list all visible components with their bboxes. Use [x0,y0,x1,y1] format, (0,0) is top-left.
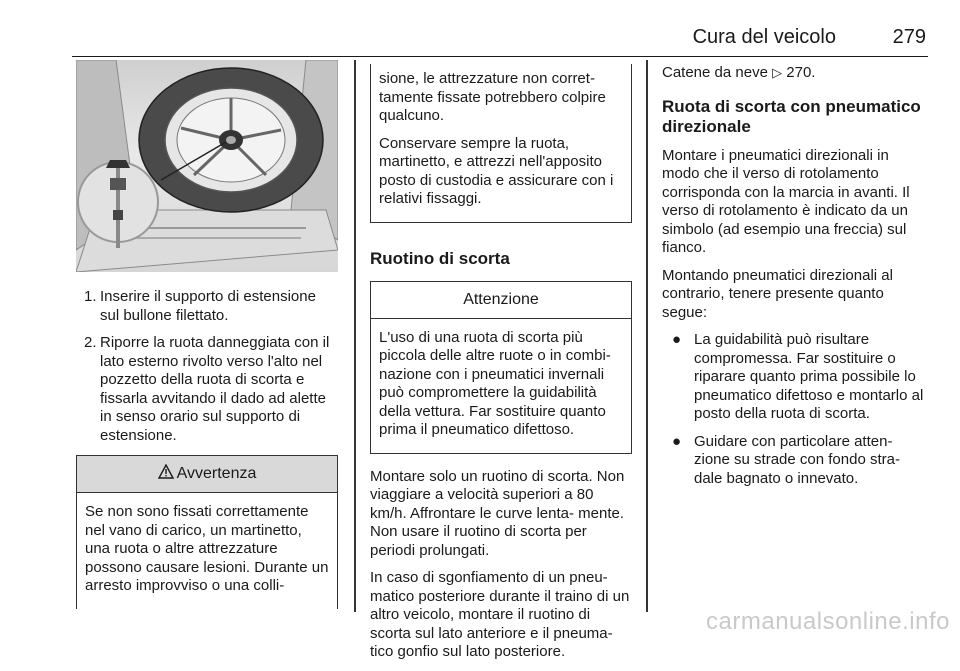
attention-text: L'uso di una ruota di scorta più piccola delle altre ruote o in combi- nazione con i pneumatici invernali può compromettere la guidabilità della vettura. Far sostituire quanto prima il pneumatico difettoso. [379,328,611,438]
page-reference-arrow-icon: ▷ [772,65,783,80]
step-text: Riporre la ruota danneggiata con il lato esterno rivolto verso l'alto nel pozzetto della ruota di scorta e fissarla avvitando il dado ad alette in senso orario sul supporto di estensione. [100,334,330,444]
section-heading: Ruota di scorta con pneumatico direzionale [662,96,921,136]
cross-reference-page: 270. [786,64,816,81]
column-3 [662,64,928,498]
list-item [76,334,338,445]
body-paragraph: In caso di sgonfiamento di un pneu- matico posteriore durante il traino di un altro veicolo, montare il ruotino di scorta sul lato anteriore e il pneuma- tico gonfio sul lato posteriore. [370,569,630,660]
list-item [662,331,928,424]
page-number: 279 [892,26,926,48]
body-paragraph: Montare i pneumatici direzionali in modo che il verso di rotolamento corrisponda con la marcia in avanti. Il verso di rotolamento è indicato da un simbolo (ad esempio una freccia) sul fianco. [662,146,910,256]
spare-wheel-drawing [76,60,338,272]
list-item [76,288,338,325]
bullet-text: Guidare con particolare atten- zione su strade con fondo stra- dale bagnato o innevato. [694,432,900,487]
attention-title: Attenzione [463,290,539,308]
list-item [662,433,928,489]
watermark: carmanualsonline.info [706,608,950,635]
bullet-text: La guidabilità può risultare compromessa. Far sostituire o riparare quanto prima possibile lo pneumatico difettoso e montarlo al posto della ruota di scorta. [694,331,924,422]
warning-triangle-icon [158,464,174,484]
cross-reference-text: Catene da neve [662,64,768,81]
warning-title: Avvertenza [176,465,257,482]
warning-text: Se non sono fissati correttamente nel vano di carico, un martinetto, una ruota o altre attrezzature possono causare lesioni. Durante un arresto improvviso o una colli- [85,503,329,594]
page-header [72,0,928,57]
bullet-list [662,331,928,488]
bullet-icon: ● [672,331,682,348]
step-number: 2. [84,334,97,351]
attention-body [371,319,631,453]
bullet-icon: ● [672,432,682,450]
warning-box-continued [370,64,632,223]
warning-body [77,493,337,609]
chapter-title: Cura del veicolo [692,26,836,48]
warning-box [76,455,338,609]
instruction-steps [76,288,338,445]
warning-header [77,456,337,493]
attention-box [370,281,632,454]
column-divider [354,60,356,612]
column-2 [370,64,632,671]
section-heading: Ruotino di scorta [370,248,510,268]
attention-header [371,282,631,319]
column-1 [76,60,338,609]
body-paragraph: Montare solo un ruotino di scorta. Non viaggiare a velocità superiori a 80 km/h. Affrontare le curve lenta- mente. Non usare il ruotino di scorta per periodi prolungati. [370,467,625,559]
cross-reference [662,64,928,83]
warning-text-storage: Conservare sempre la ruota, martinetto, e attrezzi nell'apposito posto di custodia e assicurare con i relativi fissaggi. [379,134,614,207]
warning-text-continued: sione, le attrezzature non corret- tamente fissate potrebbero colpire qualcuno. [379,70,606,124]
body-paragraph: Montando pneumatici direzionali al contrario, tenere presente quanto segue: [662,266,893,321]
warning-body [371,64,631,222]
step-number: 1. [84,288,97,305]
column-divider [646,60,648,612]
spare-wheel-illustration [76,60,338,272]
step-text: Inserire il supporto di estensione sul bullone filettato. [100,288,316,324]
